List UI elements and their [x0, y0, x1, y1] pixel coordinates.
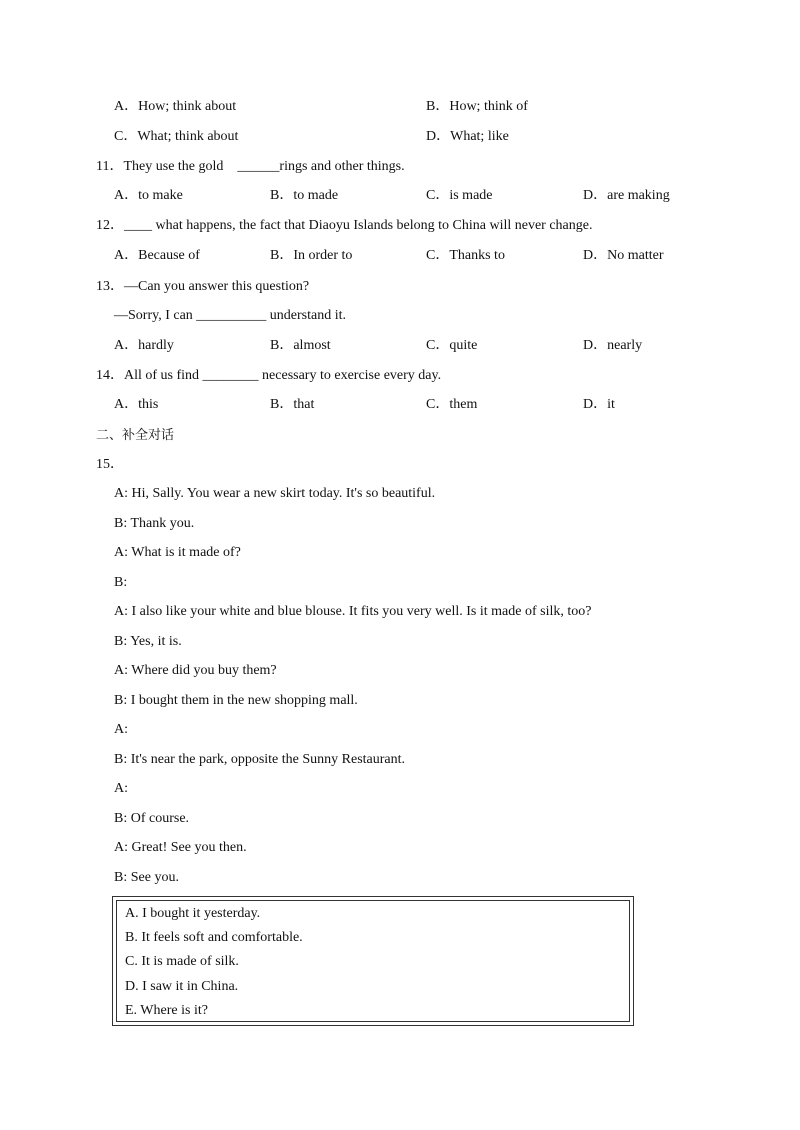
q10-option-b: B．How; think of [426, 99, 528, 114]
q11-option-d: D．are making [583, 188, 670, 203]
q10-option-a: A．How; think about [114, 99, 237, 114]
q11-stem: 11．They use the gold ______rings and other things. [96, 159, 405, 174]
dialogue-line: A: Hi, Sally. You wear a new skirt today. It's so beautiful. [114, 486, 436, 501]
dialogue-line: B: Thank you. [114, 516, 195, 531]
q13-option-a: A．hardly [114, 338, 174, 353]
q13-option-d: D．nearly [583, 338, 643, 353]
q15-number: 15． [96, 457, 124, 472]
q14-option-d: D．it [583, 397, 615, 412]
dialogue-line: A: [114, 722, 128, 737]
q12-option-c: C．Thanks to [426, 248, 505, 263]
choices-box-inner-border [116, 900, 630, 1022]
choice-item: E. Where is it? [125, 1003, 208, 1018]
q11-option-a: A．to make [114, 188, 183, 203]
q12-stem: 12．____ what happens, the fact that Diaoyu Islands belong to China will never change. [96, 218, 593, 233]
choice-item: B. It feels soft and comfortable. [125, 930, 303, 945]
q13-stem: 13．—Can you answer this question? [96, 279, 310, 294]
q12-option-b: B．In order to [270, 248, 353, 263]
q13-stem-reply: —Sorry, I can __________ understand it. [114, 308, 346, 323]
choice-item: C. It is made of silk. [125, 954, 239, 969]
dialogue-line: A: What is it made of? [114, 545, 241, 560]
dialogue-line: B: It's near the park, opposite the Sunny Restaurant. [114, 752, 406, 767]
dialogue-line: B: I bought them in the new shopping mall. [114, 693, 358, 708]
dialogue-line: A: I also like your white and blue blouse. It fits you very well. Is it made of silk, too? [114, 604, 592, 619]
dialogue-line: B: See you. [114, 870, 179, 885]
dialogue-line: B: [114, 575, 128, 590]
q10-option-c: C．What; think about [114, 129, 239, 144]
dialogue-line: B: Yes, it is. [114, 634, 182, 649]
q11-option-c: C．is made [426, 188, 493, 203]
q12-option-d: D．No matter [583, 248, 664, 263]
section-heading: 二、补全对话 [96, 428, 175, 443]
q10-option-d: D．What; like [426, 129, 509, 144]
dialogue-line: A: Great! See you then. [114, 840, 247, 855]
q14-option-c: C．them [426, 397, 478, 412]
dialogue-line: A: [114, 781, 128, 796]
q13-option-b: B．almost [270, 338, 331, 353]
dialogue-line: A: Where did you buy them? [114, 663, 277, 678]
choice-item: D. I saw it in China. [125, 979, 239, 994]
dialogue-line: B: Of course. [114, 811, 190, 826]
q11-option-b: B．to made [270, 188, 339, 203]
q12-option-a: A．Because of [114, 248, 200, 263]
q14-option-b: B．that [270, 397, 315, 412]
q14-option-a: A．this [114, 397, 159, 412]
q13-option-c: C．quite [426, 338, 478, 353]
choice-item: A. I bought it yesterday. [125, 906, 261, 921]
choices-box [112, 896, 634, 1026]
q14-stem: 14．All of us find ________ necessary to exercise every day. [96, 368, 442, 383]
